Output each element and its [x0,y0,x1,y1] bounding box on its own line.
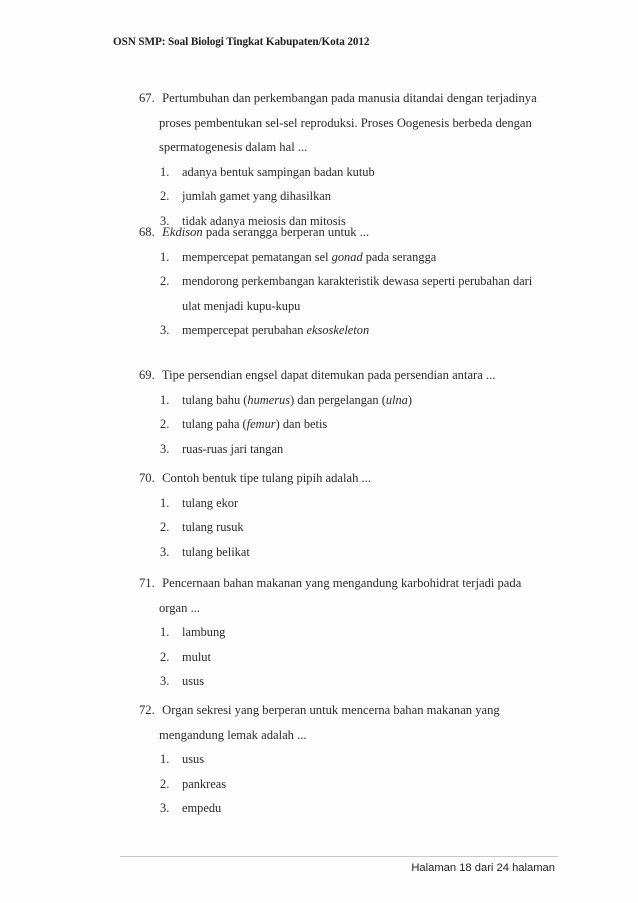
question-stem-line: spermatogenesis dalam hal ... [159,140,308,155]
question-stem: 69. Tipe persendian engsel dapat ditemukan pada persendian antara ... [139,363,579,388]
option: 1. lambung [160,625,226,640]
question-number: 72. [139,703,155,717]
question-71 [139,571,579,694]
option: 3. ruas-ruas jari tangan [160,441,284,456]
question-stem-line: organ ... [159,600,201,615]
option: 2. pankreas [160,776,227,791]
question-stem: 67. Pertumbuhan dan perkembangan pada manusia ditandai dengan terjadinya [139,86,579,111]
option: 2. mulut [160,649,211,664]
option-continuation: ulat menjadi kupu-kupu [182,298,301,313]
question-stem: 70. Contoh bentuk tipe tulang pipih adalah ... [139,466,579,491]
question-stem: 71. Pencernaan bahan makanan yang mengandung karbohidrat terjadi pada [139,571,579,596]
question-number: 71. [139,576,155,590]
question-number: 70. [139,471,155,485]
footer-divider [120,856,558,857]
question-stem: 68. Ekdison pada serangga berperan untuk ... [139,220,579,245]
question-stem: 72. Organ sekresi yang berperan untuk mencerna bahan makanan yang [139,698,579,723]
option: 1. tulang bahu (humerus) dan pergelangan (ulna) [160,392,413,407]
option: 3. empedu [160,801,222,816]
option: 3. tidak adanya meiosis dan mitosis [160,213,346,228]
question-number: 69. [139,368,155,382]
option: 2. tulang paha (femur) dan betis [160,417,328,432]
option: 3. usus [160,674,205,689]
question-70 [139,466,579,564]
question-69 [139,363,579,461]
page-header: OSN SMP: Soal Biologi Tingkat Kabupaten/Kota 2012 [113,36,370,48]
page-number-footer: Halaman 18 dari 24 halaman [411,862,555,874]
option: 1. adanya bentuk sampingan badan kutub [160,164,375,179]
question-number: 67. [139,91,155,105]
option: 3. mempercepat perubahan eksoskeleton [160,323,370,338]
option: 1. mempercepat pematangan sel gonad pada serangga [160,249,437,264]
question-stem-line: proses pembentukan sel-sel reproduksi. Proses Oogenesis berbeda dengan [159,115,532,130]
option: 1. tulang ekor [160,495,239,510]
option: 2. tulang rusuk [160,520,244,535]
option: 3. tulang belikat [160,544,250,559]
option: 1. usus [160,752,205,767]
question-72 [139,698,579,821]
question-68 [139,220,579,343]
option: 2. jumlah gamet yang dihasilkan [160,189,331,204]
question-67 [139,86,579,234]
question-number: 68. [139,225,155,239]
option: 2. mendorong perkembangan karakteristik dewasa seperti perubahan dari [160,274,533,289]
question-stem-line: mengandung lemak adalah ... [159,727,307,742]
